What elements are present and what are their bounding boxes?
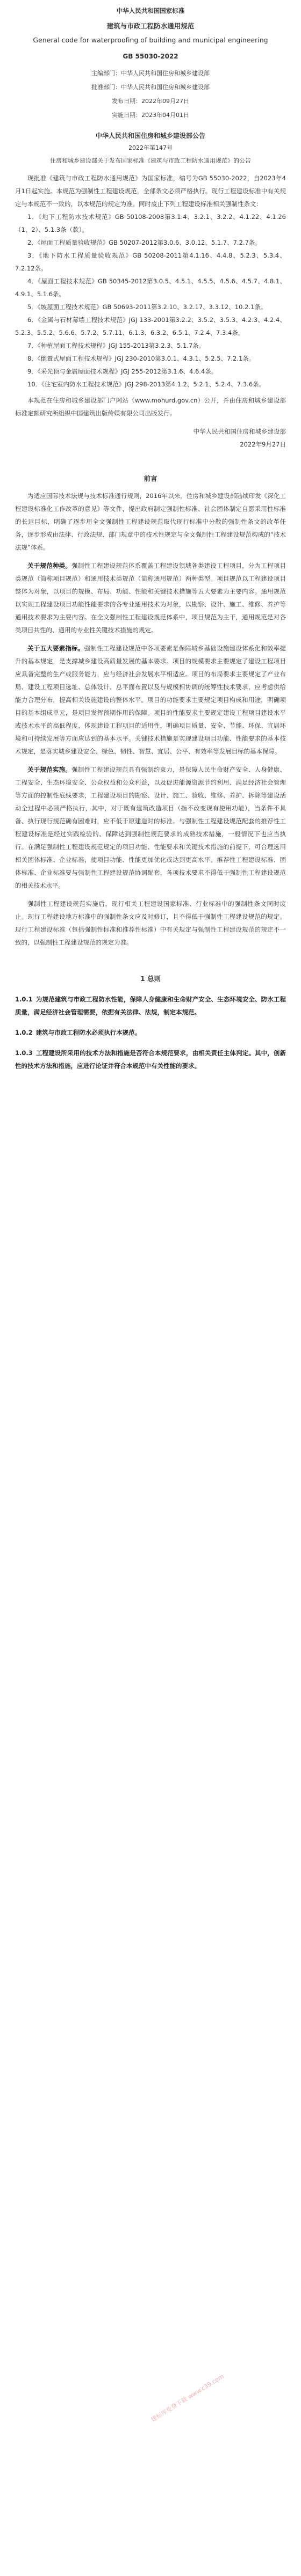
preface-paragraph [15,642,286,758]
paragraph-body: 强制性工程建设规范体系覆盖工程建设领域各类建设工程项目，分为工程项目类规范（简称项目规范）和通用技术类规范（简称通用规范）两种类型。项目规范以工程建设项目整体为对象，以项目的规模、布局、功能、性能和关键技术措施等五大要素为主要内容。通用规范以实现工程建设项目功能性能要求的各专业通用技术为对象，以勘察、设计、施工、维修、养护等通用技术要求为主要内容。在全文强制性工程建设规范体系中，项目规范为主干，通用规范是对各类项目共性的、通用的专业性关键技术措施的规定。 [15,562,286,634]
list-item: 1．《地下工程防水技术规范》GB 50108-2008第3.1.4、3.2.1、3.2.2、4.1.22、4.1.26（1、2）、5.1.3条（款）。 [15,213,286,233]
paragraph-lead: 关于规范实施。 [27,766,72,773]
list-item: 5．《坡屋面工程技术规范》GB 50693-2011第3.2.10、3.2.17、3.3.12、10.2.1条。 [27,303,267,311]
paragraph-body: 强制性工程建设规范具有强制约束力，是保障人民生命财产安全、人身健康、工程安全、生态环境安全、公众权益和公众利益，以及促进能源资源节约利用、满足经济社会管理等方面的控制性底线要求，工程建设项目的勘察、设计、施工、验收、维修、养护、拆除等建设活动全过程中必须严格执行，其中，对于既有建筑改造项目（指不改变现有使用功能），当条件不具备、执行现行规范确有困难时，应不低于原建造时的标准。与强制性工程建设规范配套的推荐性工程建设标准是经过实践检验的、保障达到强制性规范要求的成熟技术措施，一般情况下也应当执行。在满足强制性工程建设规范规定的项目功能、性能要求和关键技术措施的前提下，可合理选用相关团体标准、企业标准，使项目功能、性能更加优化或达到更高水平。推荐性工程建设标准、团体标准、企业标准要与强制性工程建设规范协调配套，各项技术要求不得低于强制性工程建设规范的相关技术水平。 [15,766,286,889]
list-item: 2．《屋面工程质量验收规范》GB 50207-2012第3.0.6、3.0.12、5.1.7、7.2.7条。 [27,239,261,246]
clause-number: 1.0.1 [15,996,33,1003]
paragraph-lead: 关于五大要素指标。 [27,645,84,652]
preface-paragraph [15,559,286,636]
announcement-title: 住房和城乡建设部关于发布国家标准《建筑与市政工程防水通用规范》的公告 [50,157,251,164]
list-item: 10．《住宅室内防水工程技术规范》JGJ 298-2013第4.1.2、5.2.1、5.2.4、7.3.6条。 [27,380,266,388]
standard-title-cn: 建筑与市政工程防水通用规范 [106,22,195,30]
standard-code: GB 55030-2022 [123,53,178,60]
clause-number: 1.0.2 [15,1029,33,1036]
preface-paragraph: 为适应国际技术法规与技术标准通行规则，2016年以来，住房和城乡建设部陆续印发《深化工程建设标准化工作改革的意见》等文件，提出政府制定强制性标准、社会团体制定自愿采用性标准的长远目标，明确了逐步用全文强制性工程建设规范取代现行标准中分散的强制性条文的改革任务，逐步形成由法律、行政法规、部门规章中的技术性规定与全文强制性工程建设规范构成的“技术法规”体系。 [15,492,286,551]
standard-issuer: 中华人民共和国国家标准 [116,7,185,14]
clause [15,993,286,1019]
announcement-intro: 现批准《建筑与市政工程防水通用规范》为国家标准，编号为GB 55030-2022，自2023年4月1日起实施。本规范为强制性工程建设规范，全部条文必须严格执行。现行工程建设标准中有关规定与本规范不一致的，以本规范的规定为准。同时废止下列工程建设标准相关强制性条文： [15,174,286,208]
publish-note: 本规范在住房和城乡建设部门户网站（www.mohurd.gov.cn）公开，并由住房和城乡建设部标准定额研究所组织中国建筑出版传媒有限公司出版发行。 [15,397,286,417]
clause [15,1026,286,1039]
clause-text: 工程建设所采用的技术方法和措施是否符合本规范要求，由相关责任主体判定。其中，创新性的技术方法和措施，应进行论证并符合本规范中有关性能的要求。 [15,1049,286,1070]
abolished-articles-list [0,210,301,391]
preface-paragraph: 强制性工程建设规范实施后，现行相关工程建设国家标准、行业标准中的强制性条文同时废止。现行工程建设地方标准中的强制性条文应及时修订，且不得低于强制性工程建设规范的规定。现行工程建设标准（包括强制性标准和推荐性标准）中有关规定与强制性工程建设规范的规定不一致的，以强制性工程建设规范的规定为准。 [15,900,286,946]
watermark-text: 建标库免费下载 www.c39.com [149,2373,225,2424]
clause [15,1046,286,1072]
implementation-date: 实施日期：2023年04月01日 [112,112,189,119]
issue-date: 发布日期：2022年09月27日 [112,98,189,105]
editor-dept: 主编部门：中华人民共和国住房和城乡建设部 [91,70,210,77]
list-item: 6．《金属与石材幕墙工程技术规范》JGJ 133-2001第3.2.2、3.5.2、3.5.3、4.2.3、4.2.4、5.2.3、5.5.2、5.6.6、5.7.2、5.7.11、6.1.3、6.3.2、6.5.1、7.2.4、7.3.4条。 [15,316,286,336]
announcement-signer: 中华人民共和国住房和城乡建设部 [193,428,286,435]
clause-number: 1.0.3 [15,1049,33,1057]
standard-title-en: General code for waterproofing of building and municipal engineering [33,36,268,44]
preface-paragraph [15,763,286,892]
announcement-org: 中华人民共和国住房和城乡建设部公告 [95,132,205,140]
list-item: 9．《采光顶与金属屋面技术规程》JGJ 255-2012第3.1.6、4.6.4条。 [27,368,218,375]
paragraph-body: 强制性工程建设规范中各项要素是保障城乡基础设施建设体系化和效率提升的基本规定，是支撑城乡建设高质量发展的基本要求。项目的规模要求主要规定了建设工程项目应具备完整的生产或服务能力，应与经济社会发展水平相适应。项目的布局要求主要规定了产业布局、建设工程项目选址、总体设计、总平面布置以及与规模相协调的统筹性技术要求，应考虑供给能力合理分布，提高相关设施建设的整体水平。项目的功能要求主要规定项目构成和用途，明确项目的基本组成单元，是项目发挥预期作用的保障。项目的性能要求主要规定建设工程项目建设水平或技术水平的高低程度，体现建设工程项目的适用性，明确项目质量、安全、节能、环保、宜居环境和可持续发展等方面应达到的基本水平。关键技术措施是实现建设项目功能、性能要求的基本技术规定，是落实城乡建设安全、绿色、韧性、智慧、宜居、公平、有效率等发展目标的基本保障。 [15,645,286,755]
list-item: 4．《屋面工程技术规范》GB 50345-2012第3.0.5、4.5.1、4.5.5、4.5.6、4.5.7、4.8.1、4.9.1、5.1.6条。 [15,277,286,298]
clause-text: 建筑与市政工程防水必须执行本规范。 [35,1029,141,1036]
clause-text: 为规范建筑与市政工程防水性能，保障人身健康和生命财产安全、生态环境安全、防水工程质量，满足经济社会管理需要，依据有关法律、法规，制定本规范。 [15,996,286,1016]
paragraph-lead: 关于规范种类。 [27,562,72,569]
chapter-title: 1 总则 [140,975,161,983]
announcement-number: 2022年第147号 [128,144,173,151]
announcement-date: 2022年9月27日 [240,441,286,448]
list-item: 3．《地下防水工程质量验收规范》GB 50208-2011第4.1.16、4.4.8、5.2.3、5.3.4、7.2.12条。 [15,252,286,272]
approver-dept: 批准部门：中华人民共和国住房和城乡建设部 [91,84,210,91]
preface-heading: 前言 [144,474,157,482]
list-item: 7．《种植屋面工程技术规程》JGJ 155-2013第3.2.3、5.1.7条。 [27,342,205,349]
list-item: 8．《倒置式屋面工程技术规程》JGJ 230-2010第3.0.1、4.3.1、5.2.5、7.2.1条。 [27,355,255,362]
